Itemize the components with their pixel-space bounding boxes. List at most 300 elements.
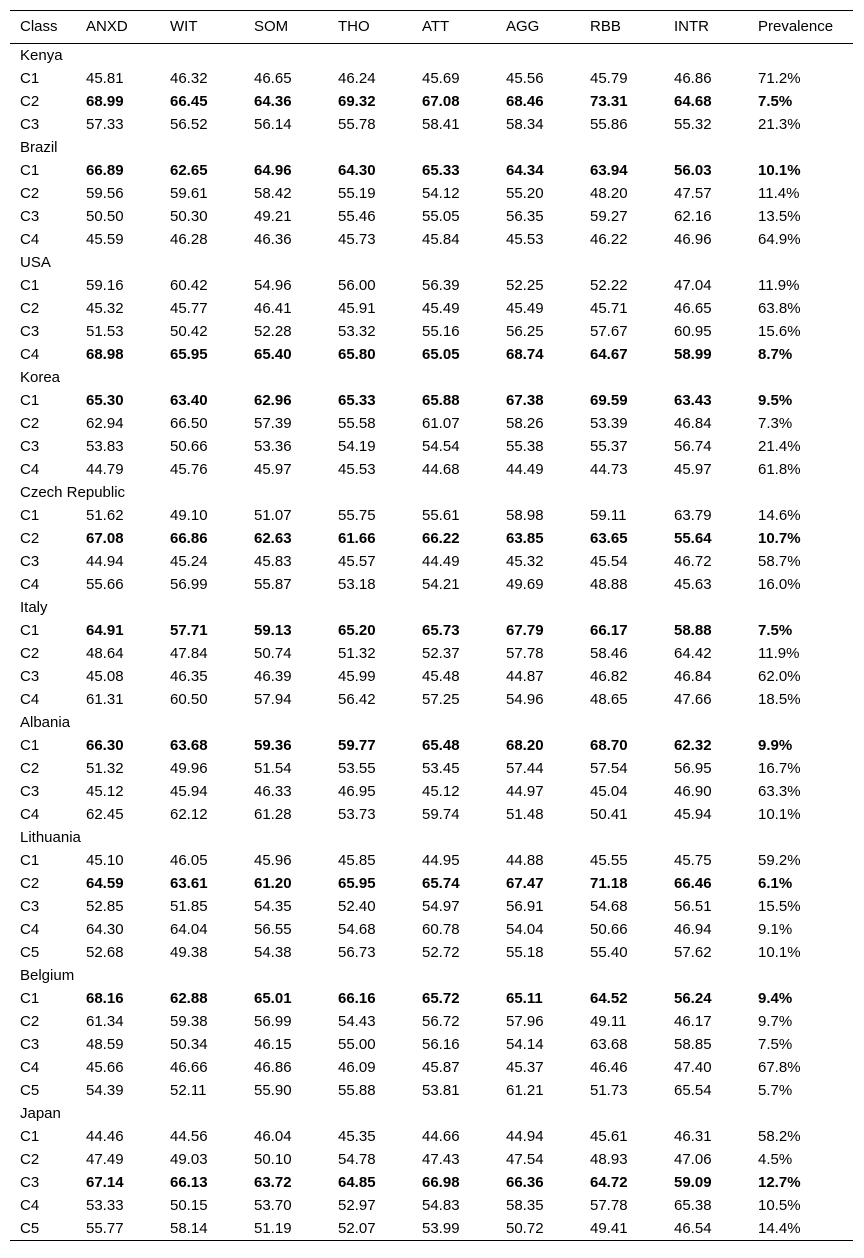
table-cell: 10.1% <box>758 162 801 179</box>
table-row <box>10 987 853 1010</box>
table-cell: 56.52 <box>170 116 208 133</box>
table-cell: 45.24 <box>170 553 208 570</box>
table-cell: 45.79 <box>590 70 628 87</box>
table-cell: 58.99 <box>674 346 712 363</box>
table-cell: 64.91 <box>86 622 124 639</box>
table-cell: 59.56 <box>86 185 124 202</box>
table-cell: 67.14 <box>86 1174 124 1191</box>
table-cell: 53.39 <box>590 415 628 432</box>
table-cell: 58.35 <box>506 1197 544 1214</box>
table-cell: 64.67 <box>590 346 628 363</box>
class-cell: C4 <box>20 346 40 363</box>
table-cell: 45.73 <box>338 231 376 248</box>
table-cell: 46.04 <box>254 1128 292 1145</box>
class-cell: C2 <box>20 760 40 777</box>
table-row <box>10 642 853 665</box>
table-cell: 56.99 <box>254 1013 292 1030</box>
table-cell: 58.7% <box>758 553 801 570</box>
table-cell: 51.32 <box>86 760 124 777</box>
table-cell: 10.1% <box>758 944 801 961</box>
table-row <box>10 435 853 458</box>
table-cell: 56.25 <box>506 323 544 340</box>
table-cell: 45.54 <box>590 553 628 570</box>
table-row <box>10 274 853 297</box>
table-cell: 44.97 <box>506 783 544 800</box>
table-cell: 65.74 <box>422 875 460 892</box>
table-cell: 65.48 <box>422 737 460 754</box>
class-cell: C1 <box>20 737 40 754</box>
table-cell: 50.34 <box>170 1036 208 1053</box>
table-row <box>10 1056 853 1079</box>
table-cell: 58.88 <box>674 622 712 639</box>
table-cell: 45.91 <box>338 300 376 317</box>
table-cell: 66.36 <box>506 1174 544 1191</box>
table-cell: 61.28 <box>254 806 292 823</box>
table-cell: 49.21 <box>254 208 292 225</box>
table-cell: 45.83 <box>254 553 292 570</box>
table-cell: 68.99 <box>86 93 124 110</box>
table-cell: 58.41 <box>422 116 460 133</box>
table-cell: 48.93 <box>590 1151 628 1168</box>
table-cell: 45.94 <box>170 783 208 800</box>
table-cell: 9.5% <box>758 392 793 409</box>
class-cell: C1 <box>20 277 40 294</box>
table-cell: 69.59 <box>590 392 628 409</box>
table-cell: 57.54 <box>590 760 628 777</box>
table-cell: 55.58 <box>338 415 376 432</box>
class-cell: C3 <box>20 116 40 133</box>
table-cell: 53.70 <box>254 1197 292 1214</box>
table-cell: 66.17 <box>590 622 628 639</box>
table-cell: 5.7% <box>758 1082 793 1099</box>
table-cell: 61.66 <box>338 530 376 547</box>
table-row <box>10 918 853 941</box>
table-cell: 46.72 <box>674 553 712 570</box>
table-cell: 45.99 <box>338 668 376 685</box>
table-cell: 46.86 <box>254 1059 292 1076</box>
table-cell: 47.40 <box>674 1059 712 1076</box>
table-cell: 45.37 <box>506 1059 544 1076</box>
table-cell: 65.95 <box>338 875 376 892</box>
table-cell: 69.32 <box>338 93 376 110</box>
table-cell: 63.61 <box>170 875 208 892</box>
table-cell: 68.70 <box>590 737 628 754</box>
table-cell: 45.71 <box>590 300 628 317</box>
table-cell: 56.91 <box>506 898 544 915</box>
table-row <box>10 1148 853 1171</box>
table-cell: 50.74 <box>254 645 292 662</box>
table-cell: 46.90 <box>674 783 712 800</box>
table-cell: 45.77 <box>170 300 208 317</box>
table-cell: 46.36 <box>254 231 292 248</box>
table-cell: 49.38 <box>170 944 208 961</box>
table-cell: 45.08 <box>86 668 124 685</box>
country-label: Lithuania <box>20 829 81 846</box>
table-cell: 48.65 <box>590 691 628 708</box>
table-cell: 64.96 <box>254 162 292 179</box>
table-cell: 50.50 <box>86 208 124 225</box>
table-row <box>10 550 853 573</box>
table-cell: 21.4% <box>758 438 801 455</box>
table-cell: 45.81 <box>86 70 124 87</box>
table-cell: 57.67 <box>590 323 628 340</box>
table-cell: 53.99 <box>422 1220 460 1237</box>
class-cell: C4 <box>20 231 40 248</box>
table-cell: 46.86 <box>674 70 712 87</box>
country-group-row <box>10 481 853 504</box>
column-header-class: Class <box>20 18 58 35</box>
table-cell: 60.95 <box>674 323 712 340</box>
table-cell: 45.32 <box>506 553 544 570</box>
table-cell: 47.66 <box>674 691 712 708</box>
table-row <box>10 688 853 711</box>
table-cell: 62.0% <box>758 668 801 685</box>
table-cell: 58.14 <box>170 1220 208 1237</box>
table-cell: 53.83 <box>86 438 124 455</box>
table-cell: 59.16 <box>86 277 124 294</box>
table-cell: 56.24 <box>674 990 712 1007</box>
table-cell: 10.5% <box>758 1197 801 1214</box>
table-cell: 49.03 <box>170 1151 208 1168</box>
table-cell: 62.12 <box>170 806 208 823</box>
table-cell: 49.96 <box>170 760 208 777</box>
table-cell: 48.64 <box>86 645 124 662</box>
table-cell: 46.66 <box>170 1059 208 1076</box>
country-group-row <box>10 251 853 274</box>
table-cell: 63.79 <box>674 507 712 524</box>
table-cell: 59.61 <box>170 185 208 202</box>
table-cell: 55.86 <box>590 116 628 133</box>
table-cell: 50.30 <box>170 208 208 225</box>
table-cell: 46.05 <box>170 852 208 869</box>
table-cell: 63.72 <box>254 1174 292 1191</box>
table-cell: 57.33 <box>86 116 124 133</box>
table-cell: 51.73 <box>590 1082 628 1099</box>
table-cell: 55.00 <box>338 1036 376 1053</box>
table-cell: 55.20 <box>506 185 544 202</box>
table-row <box>10 619 853 642</box>
table-cell: 64.59 <box>86 875 124 892</box>
table-cell: 56.16 <box>422 1036 460 1053</box>
table-cell: 44.49 <box>506 461 544 478</box>
table-cell: 47.84 <box>170 645 208 662</box>
table-cell: 45.94 <box>674 806 712 823</box>
table-cell: 59.74 <box>422 806 460 823</box>
table-cell: 45.61 <box>590 1128 628 1145</box>
table-cell: 46.82 <box>590 668 628 685</box>
class-cell: C2 <box>20 530 40 547</box>
table-cell: 63.8% <box>758 300 801 317</box>
table-cell: 55.37 <box>590 438 628 455</box>
table-cell: 61.8% <box>758 461 801 478</box>
table-cell: 15.6% <box>758 323 801 340</box>
table-cell: 58.85 <box>674 1036 712 1053</box>
class-profile-table <box>10 10 853 1241</box>
table-cell: 66.45 <box>170 93 208 110</box>
table-cell: 47.54 <box>506 1151 544 1168</box>
table-cell: 9.4% <box>758 990 793 1007</box>
table-cell: 45.32 <box>86 300 124 317</box>
table-cell: 54.68 <box>338 921 376 938</box>
table-cell: 66.46 <box>674 875 712 892</box>
table-cell: 63.40 <box>170 392 208 409</box>
table-cell: 54.39 <box>86 1082 124 1099</box>
table-cell: 60.42 <box>170 277 208 294</box>
table-row <box>10 1171 853 1194</box>
table-cell: 65.72 <box>422 990 460 1007</box>
table-cell: 49.10 <box>170 507 208 524</box>
table-cell: 48.20 <box>590 185 628 202</box>
table-cell: 54.54 <box>422 438 460 455</box>
table-cell: 45.97 <box>674 461 712 478</box>
table-cell: 14.6% <box>758 507 801 524</box>
table-cell: 45.56 <box>506 70 544 87</box>
table-row <box>10 90 853 113</box>
table-cell: 62.65 <box>170 162 208 179</box>
table-cell: 45.35 <box>338 1128 376 1145</box>
table-cell: 44.94 <box>506 1128 544 1145</box>
class-cell: C4 <box>20 1197 40 1214</box>
table-cell: 50.42 <box>170 323 208 340</box>
table-cell: 63.94 <box>590 162 628 179</box>
class-cell: C4 <box>20 461 40 478</box>
table-cell: 59.13 <box>254 622 292 639</box>
table-cell: 66.50 <box>170 415 208 432</box>
table-cell: 52.72 <box>422 944 460 961</box>
table-cell: 66.22 <box>422 530 460 547</box>
table-cell: 44.68 <box>422 461 460 478</box>
column-header-att: ATT <box>422 18 450 35</box>
table-cell: 53.55 <box>338 760 376 777</box>
class-cell: C2 <box>20 875 40 892</box>
table-cell: 46.22 <box>590 231 628 248</box>
table-cell: 59.09 <box>674 1174 712 1191</box>
table-cell: 55.32 <box>674 116 712 133</box>
table-cell: 65.05 <box>422 346 460 363</box>
table-row <box>10 895 853 918</box>
table-cell: 45.49 <box>422 300 460 317</box>
column-header-anxd: ANXD <box>86 18 128 35</box>
table-row <box>10 1033 853 1056</box>
table-cell: 67.79 <box>506 622 544 639</box>
table-cell: 62.94 <box>86 415 124 432</box>
table-cell: 46.39 <box>254 668 292 685</box>
country-label: USA <box>20 254 51 271</box>
table-cell: 67.38 <box>506 392 544 409</box>
table-row <box>10 159 853 182</box>
table-cell: 9.7% <box>758 1013 793 1030</box>
table-cell: 65.38 <box>674 1197 712 1214</box>
table-cell: 67.47 <box>506 875 544 892</box>
table-cell: 6.1% <box>758 875 793 892</box>
table-cell: 7.3% <box>758 415 793 432</box>
table-cell: 50.72 <box>506 1220 544 1237</box>
table-cell: 8.7% <box>758 346 793 363</box>
country-group-row <box>10 44 853 68</box>
table-cell: 68.16 <box>86 990 124 1007</box>
table-cell: 14.4% <box>758 1220 801 1237</box>
table-row <box>10 941 853 964</box>
table-cell: 45.87 <box>422 1059 460 1076</box>
table-cell: 57.78 <box>590 1197 628 1214</box>
table-cell: 58.46 <box>590 645 628 662</box>
table-row <box>10 113 853 136</box>
table-cell: 54.35 <box>254 898 292 915</box>
table-cell: 54.83 <box>422 1197 460 1214</box>
table-cell: 46.17 <box>674 1013 712 1030</box>
country-label: Kenya <box>20 47 63 64</box>
table-cell: 52.40 <box>338 898 376 915</box>
table-cell: 45.48 <box>422 668 460 685</box>
table-cell: 68.20 <box>506 737 544 754</box>
table-cell: 50.41 <box>590 806 628 823</box>
table-cell: 16.0% <box>758 576 801 593</box>
table-cell: 46.09 <box>338 1059 376 1076</box>
table-cell: 55.64 <box>674 530 712 547</box>
table-cell: 52.97 <box>338 1197 376 1214</box>
table-cell: 16.7% <box>758 760 801 777</box>
table-cell: 55.46 <box>338 208 376 225</box>
column-header-tho: THO <box>338 18 370 35</box>
table-cell: 51.53 <box>86 323 124 340</box>
table-cell: 46.65 <box>674 300 712 317</box>
table-cell: 65.11 <box>506 990 543 1007</box>
table-cell: 45.53 <box>338 461 376 478</box>
table-cell: 45.97 <box>254 461 292 478</box>
table-cell: 55.87 <box>254 576 292 593</box>
table-cell: 44.95 <box>422 852 460 869</box>
table-cell: 73.31 <box>590 93 628 110</box>
table-cell: 54.38 <box>254 944 292 961</box>
table-cell: 49.69 <box>506 576 544 593</box>
class-cell: C2 <box>20 1013 40 1030</box>
table-cell: 11.9% <box>758 277 800 294</box>
table-cell: 56.55 <box>254 921 292 938</box>
table-cell: 45.59 <box>86 231 124 248</box>
table-cell: 47.04 <box>674 277 712 294</box>
table-cell: 52.07 <box>338 1220 376 1237</box>
table-cell: 52.68 <box>86 944 124 961</box>
table-cell: 66.16 <box>338 990 376 1007</box>
table-cell: 47.06 <box>674 1151 712 1168</box>
table-cell: 66.86 <box>170 530 208 547</box>
table-cell: 51.54 <box>254 760 292 777</box>
table-cell: 21.3% <box>758 116 801 133</box>
table-cell: 51.62 <box>86 507 124 524</box>
table-cell: 9.1% <box>758 921 793 938</box>
table-cell: 45.66 <box>86 1059 124 1076</box>
country-label: Korea <box>20 369 61 386</box>
table-cell: 18.5% <box>758 691 801 708</box>
table-cell: 64.85 <box>338 1174 376 1191</box>
table-cell: 51.07 <box>254 507 292 524</box>
table-cell: 62.96 <box>254 392 292 409</box>
table-cell: 49.11 <box>590 1013 627 1030</box>
table-cell: 45.63 <box>674 576 712 593</box>
table-cell: 55.88 <box>338 1082 376 1099</box>
country-label: Belgium <box>20 967 75 984</box>
table-cell: 46.65 <box>254 70 292 87</box>
table-cell: 68.98 <box>86 346 124 363</box>
table-cell: 52.28 <box>254 323 292 340</box>
class-cell: C4 <box>20 921 40 938</box>
table-row <box>10 665 853 688</box>
table-cell: 54.96 <box>254 277 292 294</box>
table-cell: 46.35 <box>170 668 208 685</box>
table-cell: 58.2% <box>758 1128 801 1145</box>
table-cell: 56.95 <box>674 760 712 777</box>
class-cell: C1 <box>20 392 40 409</box>
table-cell: 46.84 <box>674 415 712 432</box>
table-cell: 64.9% <box>758 231 801 248</box>
table-cell: 46.33 <box>254 783 292 800</box>
class-cell: C1 <box>20 1128 40 1145</box>
table-cell: 58.98 <box>506 507 544 524</box>
table-cell: 56.35 <box>506 208 544 225</box>
table-cell: 52.37 <box>422 645 460 662</box>
table-cell: 53.18 <box>338 576 376 593</box>
table-cell: 57.44 <box>506 760 544 777</box>
table-cell: 55.77 <box>86 1220 124 1237</box>
table-cell: 47.49 <box>86 1151 124 1168</box>
class-cell: C5 <box>20 1082 40 1099</box>
table-header <box>10 11 853 44</box>
table-cell: 60.50 <box>170 691 208 708</box>
table-cell: 53.33 <box>86 1197 124 1214</box>
table-cell: 44.46 <box>86 1128 124 1145</box>
country-group-row <box>10 596 853 619</box>
table-cell: 65.33 <box>338 392 376 409</box>
table-cell: 54.78 <box>338 1151 376 1168</box>
country-group-row <box>10 964 853 987</box>
table-cell: 44.73 <box>590 461 628 478</box>
table-cell: 54.43 <box>338 1013 376 1030</box>
table-cell: 56.14 <box>254 116 292 133</box>
country-label: Italy <box>20 599 48 616</box>
table-cell: 63.3% <box>758 783 801 800</box>
table-cell: 45.76 <box>170 461 208 478</box>
table-cell: 55.18 <box>506 944 544 961</box>
table-row <box>10 1125 853 1148</box>
table-row <box>10 803 853 826</box>
table-cell: 46.46 <box>590 1059 628 1076</box>
table-cell: 66.98 <box>422 1174 460 1191</box>
table-cell: 65.73 <box>422 622 460 639</box>
table-cell: 56.99 <box>170 576 208 593</box>
table-cell: 56.03 <box>674 162 712 179</box>
table-cell: 64.72 <box>590 1174 628 1191</box>
table-cell: 59.38 <box>170 1013 208 1030</box>
table-cell: 62.16 <box>674 208 712 225</box>
country-group-row <box>10 136 853 159</box>
table-row <box>10 205 853 228</box>
class-cell: C1 <box>20 162 40 179</box>
table-cell: 60.78 <box>422 921 460 938</box>
table-cell: 54.04 <box>506 921 544 938</box>
table-cell: 59.2% <box>758 852 801 869</box>
table-cell: 45.53 <box>506 231 544 248</box>
table-cell: 68.46 <box>506 93 544 110</box>
table-cell: 15.5% <box>758 898 801 915</box>
table-cell: 4.5% <box>758 1151 793 1168</box>
table-cell: 46.95 <box>338 783 376 800</box>
country-group-row <box>10 711 853 734</box>
column-header-rbb: RBB <box>590 18 621 35</box>
class-cell: C1 <box>20 622 40 639</box>
table-cell: 55.19 <box>338 185 376 202</box>
table-cell: 45.12 <box>86 783 124 800</box>
class-cell: C5 <box>20 1220 40 1237</box>
